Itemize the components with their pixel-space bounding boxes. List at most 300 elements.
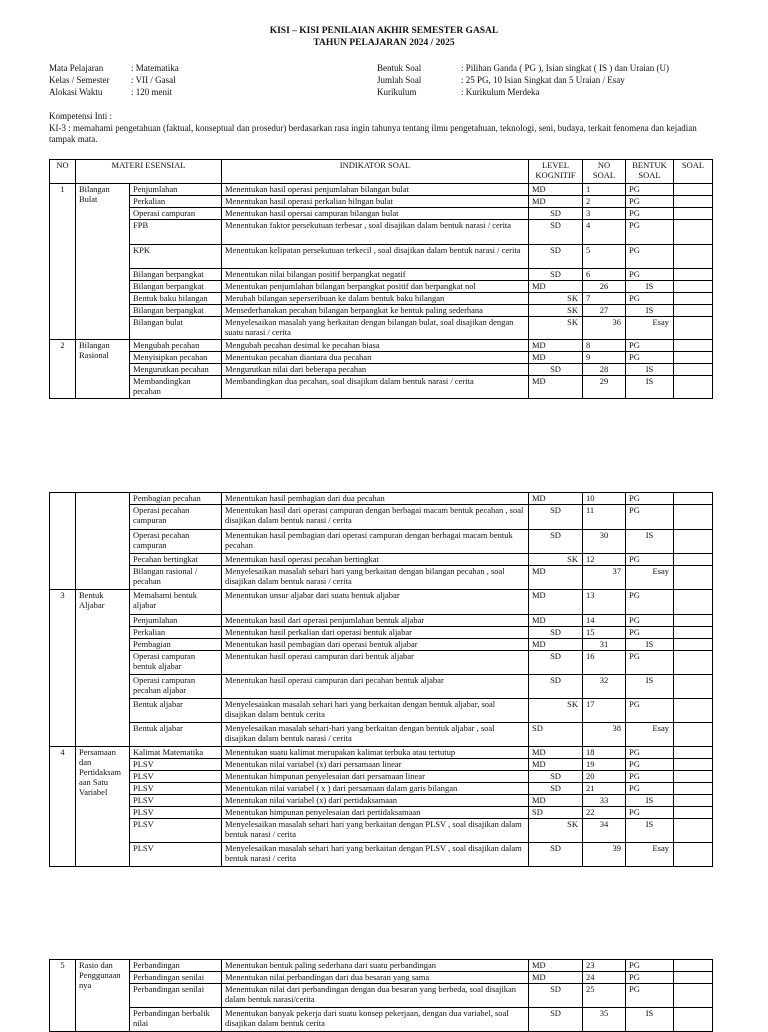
soal-cell [674,984,713,1008]
nomor-soal: 28 [583,364,626,376]
soal-cell [674,245,713,269]
bentuk-soal: PG [626,699,674,723]
bentuk-soal: IS [626,639,674,651]
table-row [50,627,713,639]
soal-cell [674,771,713,783]
level-kognitif: MD [529,747,583,759]
table-row [50,819,713,843]
bentuk-soal: PG [626,627,674,639]
indikator-soal: Menentukan nilai dari perbandingan dengan dua besaran yang berbeda, soal disajikan dalam bentuk narasi/cerita [222,984,529,1008]
table-row [50,795,713,807]
soal-cell [674,795,713,807]
nomor-soal: 35 [583,1008,626,1032]
level-kognitif: MD [529,972,583,984]
soal-cell [674,340,713,352]
nomor-soal: 33 [583,795,626,807]
indikator-soal: Menentukan nilai variabel (x) dari pertidaksamaan [222,795,529,807]
meta-left [49,62,179,98]
sub-materi: Operasi campuran pecahan aljabar [130,675,222,699]
soal-cell [674,364,713,376]
table-row [50,364,713,376]
level-kognitif: SD [529,220,583,245]
sub-materi: FPB [130,220,222,245]
nomor-soal: 18 [583,747,626,759]
table-row [50,493,713,505]
bentuk-soal: PG [626,220,674,245]
header-indikator: INDIKATOR SOAL [222,160,529,184]
soal-cell [674,747,713,759]
nomor-soal: 1 [583,184,626,196]
level-kognitif: MD [529,615,583,627]
sub-materi: Perbandingan senilai [130,984,222,1008]
level-kognitif: SD [529,269,583,281]
table-row [50,843,713,867]
soal-cell [674,699,713,723]
level-kognitif: SD [529,208,583,220]
indikator-soal: Menentukan hasil operasi campuran dari pecahan bentuk aljabar [222,675,529,699]
sub-materi: Bentuk aljabar [130,699,222,723]
nomor-soal: 21 [583,783,626,795]
indikator-soal: Menentukan hasil pembagian dari operasi campuran dengan berbagai macam bentuk pecahan [222,530,529,554]
table-row [50,960,713,972]
indikator-soal: Menentukan bentuk paling sederhana dari suatu perbandingan [222,960,529,972]
indikator-soal: Menentukan hasil dari operasi campuran dengan berbagai macam bentuk pecahan , soal disajikan dalam bentuk narasi / cerita [222,505,529,530]
nomor-soal: 34 [583,819,626,843]
indikator-soal: Menentukan hasil operasi perkalian bilngan bulat [222,196,529,208]
level-kognitif: MD [529,352,583,364]
bentuk-soal: PG [626,269,674,281]
soal-cell [674,615,713,627]
meta-value: : Pilihan Ganda ( PG ), Isian singkat ( IS ) dan Uraian (U) [461,63,669,73]
materi-esensial: Rasio dan Penggunaan nya [76,960,130,1032]
level-kognitif: SD [529,1008,583,1032]
sub-materi: Pembagian pecahan [130,493,222,505]
indikator-soal: Menentukan suatu kalimat merupakan kalimat terbuka atau tertutup [222,747,529,759]
indikator-soal: Menentukan nilai variabel (x) dari persamaan linear [222,759,529,771]
indikator-soal: Menentukan kelipatan persekutuan terkecil , soal disajikan dalam bentuk narasi / cerita [222,245,529,269]
meta-key: Kelas / Semester [49,75,110,85]
soal-cell [674,639,713,651]
meta-value: : 120 menit [131,87,172,97]
nomor-soal: 31 [583,639,626,651]
row-number [50,493,76,590]
table-row [50,208,713,220]
bentuk-soal: PG [626,759,674,771]
indikator-soal: Menentukan nilai perbandingan dari dua besaran yang sama [222,972,529,984]
level-kognitif: MD [529,340,583,352]
level-kognitif: MD [529,960,583,972]
nomor-soal: 23 [583,960,626,972]
level-kognitif: SK [529,293,583,305]
soal-cell [674,723,713,747]
table-row [50,376,713,399]
indikator-soal: Menentukan hasil operasi campuran dari bentuk aljabar [222,651,529,675]
indikator-soal: Menentukan hasil pembagian dari operasi bentuk aljabar [222,639,529,651]
level-kognitif: MD [529,376,583,399]
bentuk-soal: PG [626,340,674,352]
meta-row [377,86,669,98]
table-row [50,972,713,984]
indikator-soal: Mengurutkan nilai dari beberapa pecahan [222,364,529,376]
table-row [50,184,713,196]
sub-materi: PLSV [130,819,222,843]
bentuk-soal: PG [626,493,674,505]
bentuk-soal: IS [626,305,674,317]
soal-cell [674,651,713,675]
nomor-soal: 11 [583,505,626,530]
nomor-soal: 7 [583,293,626,305]
level-kognitif: MD [529,196,583,208]
sub-materi: Penjumlahan [130,184,222,196]
soal-cell [674,196,713,208]
sub-materi: Bentuk baku bilangan [130,293,222,305]
bentuk-soal: IS [626,376,674,399]
kisi-table-page3 [49,959,713,1032]
table-row [50,317,713,340]
bentuk-soal: IS [626,795,674,807]
table-row [50,984,713,1008]
bentuk-soal: PG [626,590,674,615]
level-kognitif: SK [529,317,583,340]
bentuk-soal: PG [626,771,674,783]
sub-materi: Bilangan berpangkat [130,269,222,281]
bentuk-soal: IS [626,1008,674,1032]
indikator-soal: Menentukan pecahan diantara dua pecahan [222,352,529,364]
table-row [50,807,713,819]
level-kognitif: SK [529,699,583,723]
nomor-soal: 37 [583,566,626,590]
bentuk-soal: PG [626,554,674,566]
level-kognitif: SD [529,843,583,867]
indikator-soal: Membandingkan dua pecahan, soal disajikan dalam bentuk narasi / cerita [222,376,529,399]
table-header-row [50,160,713,184]
table-row [50,245,713,269]
soal-cell [674,972,713,984]
level-kognitif: SD [529,807,583,819]
nomor-soal: 3 [583,208,626,220]
sub-materi: Perbandingan berbalik nilai [130,1008,222,1032]
kisi-table-page1 [49,159,713,399]
soal-cell [674,493,713,505]
level-kognitif: SK [529,305,583,317]
bentuk-soal: PG [626,293,674,305]
table-row [50,783,713,795]
soal-cell [674,505,713,530]
sub-materi: PLSV [130,771,222,783]
level-kognitif: SK [529,554,583,566]
row-number: 2 [50,340,76,399]
table-row [50,220,713,245]
level-kognitif: SD [529,783,583,795]
sub-materi: PLSV [130,759,222,771]
level-kognitif: SD [529,627,583,639]
bentuk-soal: PG [626,196,674,208]
sub-materi: Mengurutkan pecahan [130,364,222,376]
nomor-soal: 10 [583,493,626,505]
sub-materi: PLSV [130,783,222,795]
soal-cell [674,281,713,293]
indikator-soal: Menentukan himpunan penyelesaian dari pertidaksamaan [222,807,529,819]
nomor-soal: 16 [583,651,626,675]
sub-materi: Perbandingan [130,960,222,972]
indikator-soal: Merubah bilangan seperseribuan ke dalam bentuk baku bilangan [222,293,529,305]
bentuk-soal: PG [626,651,674,675]
bentuk-soal: PG [626,972,674,984]
meta-value: : 25 PG, 10 Isian Singkat dan 5 Uraian / Esay [461,75,625,85]
table-row [50,615,713,627]
nomor-soal: 22 [583,807,626,819]
sub-materi: Perkalian [130,627,222,639]
indikator-soal: Menentukan hasil dari operasi penjumlahan bentuk aljabar [222,615,529,627]
table-row [50,566,713,590]
ki3-text: KI-3 : memahami pengetahuan (faktual, konseptual dan prosedur) berdasarkan rasa ingin tahunya tentang ilmu pengetahuan, teknologi, seni, budaya, terkait fenomena dan kejadian tampak mata. [49,123,697,144]
document-subtitle: TAHUN PELAJARAN 2024 / 2025 [313,38,455,48]
soal-cell [674,759,713,771]
sub-materi: Operasi pecahan campuran [130,530,222,554]
level-kognitif: SD [529,771,583,783]
indikator-soal: Menyelesaikan masalah sehari hari yang berkaitan dengan PLSV , soal disajikan dalam bentuk narasi / cerita [222,819,529,843]
sub-materi: Penjumlahan [130,615,222,627]
sub-materi: Bentuk aljabar [130,723,222,747]
nomor-soal: 9 [583,352,626,364]
soal-cell [674,783,713,795]
table-row [50,675,713,699]
meta-row [49,62,179,74]
level-kognitif: SD [529,505,583,530]
indikator-soal: Menentukan hasil operasi pecahan bertingkat [222,554,529,566]
materi-esensial [76,493,130,590]
soal-cell [674,208,713,220]
bentuk-soal: Esay [626,566,674,590]
bentuk-soal: PG [626,783,674,795]
table-row [50,269,713,281]
table-row [50,747,713,759]
meta-row [377,62,669,74]
document-title: KISI – KISI PENILAIAN AKHIR SEMESTER GASAL [269,26,499,36]
level-kognitif: SD [529,364,583,376]
nomor-soal: 19 [583,759,626,771]
nomor-soal: 8 [583,340,626,352]
table-row [50,505,713,530]
bentuk-soal: Esay [626,317,674,340]
level-kognitif: MD [529,493,583,505]
nomor-soal: 36 [583,317,626,340]
soal-cell [674,807,713,819]
nomor-soal: 17 [583,699,626,723]
meta-key: Jumlah Soal [377,75,422,85]
nomor-soal: 13 [583,590,626,615]
table-row [50,305,713,317]
meta-row [49,86,179,98]
sub-materi: Bilangan berpangkat [130,281,222,293]
header-materi: MATERI ESENSIAL [76,160,222,184]
nomor-soal: 14 [583,615,626,627]
table-row [50,759,713,771]
nomor-soal: 29 [583,376,626,399]
nomor-soal: 15 [583,627,626,639]
nomor-soal: 2 [583,196,626,208]
sub-materi: Pecahan bertingkat [130,554,222,566]
soal-cell [674,843,713,867]
level-kognitif: MD [529,184,583,196]
nomor-soal: 6 [583,269,626,281]
kisi-table-page2 [49,492,713,867]
table-row [50,699,713,723]
nomor-soal: 25 [583,984,626,1008]
bentuk-soal: PG [626,747,674,759]
table-row [50,340,713,352]
soal-cell [674,1008,713,1032]
soal-cell [674,627,713,639]
bentuk-soal: PG [626,208,674,220]
row-number: 3 [50,590,76,747]
table-row [50,352,713,364]
level-kognitif: MD [529,590,583,615]
materi-esensial: Bilangan Bulat [76,184,130,340]
level-kognitif: SD [529,245,583,269]
indikator-soal: Menentukan nilai bilangan positif berpangkat negatif [222,269,529,281]
indikator-soal: Mengubah pecahan desimal ke pecahan biasa [222,340,529,352]
sub-materi: Operasi pecahan campuran [130,505,222,530]
bentuk-soal: PG [626,505,674,530]
nomor-soal: 24 [583,972,626,984]
indikator-soal: Menyelesaikan masalah sehari hari yang berkaitan dengan PLSV , soal disajikan dalam bentuk narasi / cerita [222,843,529,867]
indikator-soal: Menentukan nilai variabel ( x ) dari persamaan dalam garis bilangan [222,783,529,795]
indikator-soal: Menyelesaikan masalah sehari-hari yang berkaitan dengan bentuk aljabar , soal disajikan dalam bentuk narasi / cerita [222,723,529,747]
indikator-soal: Menentukan himpunan penyelesaian dari persamaan linear [222,771,529,783]
soal-cell [674,293,713,305]
bentuk-soal: PG [626,184,674,196]
soal-cell [674,675,713,699]
bentuk-soal: Esay [626,723,674,747]
meta-row [49,74,179,86]
sub-materi: Bilangan bulat [130,317,222,340]
nomor-soal: 5 [583,245,626,269]
nomor-soal: 4 [583,220,626,245]
bentuk-soal: PG [626,245,674,269]
row-number: 1 [50,184,76,340]
materi-esensial: Bentuk Aljabar [76,590,130,747]
soal-cell [674,184,713,196]
sub-materi: PLSV [130,795,222,807]
table-row [50,196,713,208]
meta-right [377,62,669,98]
soal-cell [674,352,713,364]
soal-cell [674,566,713,590]
materi-esensial: Bilangan Rasional [76,340,130,399]
indikator-soal: Menentukan banyak pekerja dari suatu konsep pekerjaan, dengan dua variabel, soal disajikan dalam bentuk cerita [222,1008,529,1032]
row-number: 5 [50,960,76,1032]
nomor-soal: 30 [583,530,626,554]
sub-materi: Membandingkan pecahan [130,376,222,399]
meta-value: : Kurikulum Merdeka [461,87,540,97]
bentuk-soal: PG [626,807,674,819]
bentuk-soal: PG [626,352,674,364]
meta-value: : VII / Gasal [131,75,176,85]
bentuk-soal: IS [626,675,674,699]
header-no: NO [50,160,76,184]
kompetensi-label: Kompetensi Inti : [49,111,112,121]
table-row [50,771,713,783]
bentuk-soal: IS [626,530,674,554]
sub-materi: Bilangan berpangkat [130,305,222,317]
sub-materi: Operasi campuran bentuk aljabar [130,651,222,675]
header-level: LEVEL KOGNITIF [529,160,583,184]
meta-row [377,74,669,86]
sub-materi: Pembagian [130,639,222,651]
nomor-soal: 27 [583,305,626,317]
level-kognitif: SD [529,984,583,1008]
header-bentuk: BENTUK SOAL [626,160,674,184]
level-kognitif: SD [529,530,583,554]
sub-materi: KPK [130,245,222,269]
meta-key: Bentuk Soal [377,63,422,73]
indikator-soal: Menyelesaikan masalah yang berkaitan dengan bilangan bulat, soal disajikan dengan suatu narasi / cerita [222,317,529,340]
nomor-soal: 12 [583,554,626,566]
table-row [50,293,713,305]
table-row [50,1008,713,1032]
meta-key: Mata Pelajaran [49,63,104,73]
level-kognitif: MD [529,281,583,293]
soal-cell [674,305,713,317]
soal-cell [674,220,713,245]
indikator-soal: Menentukan hasil opersai campuran bilangan bulat [222,208,529,220]
sub-materi: PLSV [130,807,222,819]
sub-materi: PLSV [130,843,222,867]
meta-key: Alokasi Waktu [49,87,103,97]
sub-materi: Perbandingan senilai [130,972,222,984]
table-row [50,530,713,554]
sub-materi: Operasi campuran [130,208,222,220]
table-row [50,590,713,615]
bentuk-soal: PG [626,960,674,972]
meta-key: Kurikulum [377,87,417,97]
bentuk-soal: IS [626,819,674,843]
sub-materi: Bilangan rasional / pecahan [130,566,222,590]
level-kognitif: SD [529,723,583,747]
soal-cell [674,554,713,566]
level-kognitif: SK [529,819,583,843]
meta-value: : Matematika [131,63,179,73]
sub-materi: Memahami bentuk aljabar [130,590,222,615]
table-row [50,281,713,293]
indikator-soal: Menentukan penjumlahan bilangan berpangkat positif dan berpangkat nol [222,281,529,293]
indikator-soal: Menentukan faktor persekutuan terbesar , soal disajikan dalam bentuk narasi / cerita [222,220,529,245]
nomor-soal: 39 [583,843,626,867]
nomor-soal: 26 [583,281,626,293]
sub-materi: Perkalian [130,196,222,208]
materi-esensial: Persamaan dan Pertidaksam aan Satu Variabel [76,747,130,867]
level-kognitif: MD [529,566,583,590]
level-kognitif: MD [529,639,583,651]
bentuk-soal: IS [626,364,674,376]
level-kognitif: SD [529,651,583,675]
soal-cell [674,269,713,281]
soal-cell [674,590,713,615]
sub-materi: Kalimat Matematika [130,747,222,759]
indikator-soal: Menentukan hasil pembagian dari dua pecahan [222,493,529,505]
soal-cell [674,819,713,843]
nomor-soal: 38 [583,723,626,747]
level-kognitif: MD [529,759,583,771]
indikator-soal: Mensederhanakan pecahan bilangan berpangkat ke bentuk paling sederhana [222,305,529,317]
sub-materi: Mengubah pecahan [130,340,222,352]
sub-materi: Menyisipkan pecahan [130,352,222,364]
nomor-soal: 20 [583,771,626,783]
table-row [50,554,713,566]
indikator-soal: Menentukan hasil operasi penjumlahan bilangan bulat [222,184,529,196]
table-row [50,639,713,651]
